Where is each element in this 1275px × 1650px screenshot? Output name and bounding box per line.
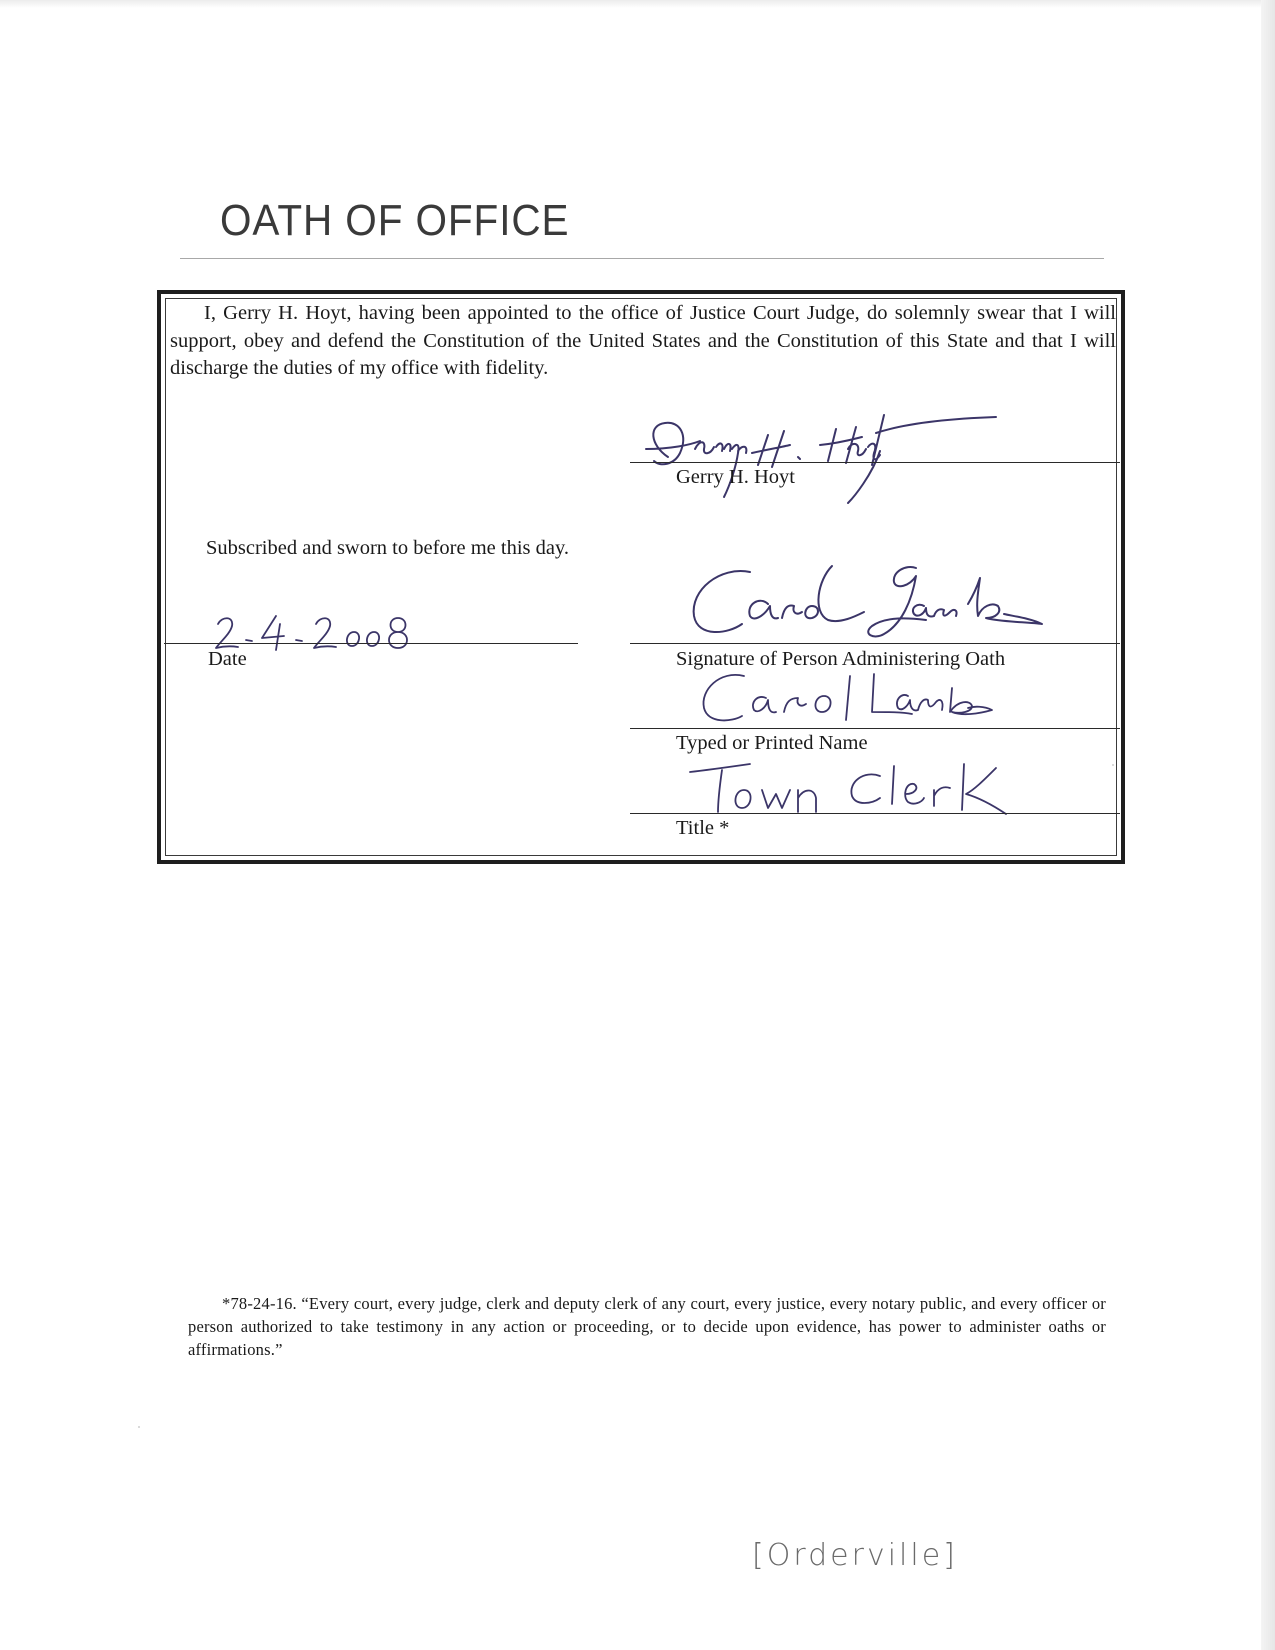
- document-title: OATH OF OFFICE: [220, 196, 570, 245]
- affiant-printed-name: Gerry H. Hoyt: [676, 466, 795, 488]
- administrator-signature-line: [630, 643, 1120, 644]
- title-line: [630, 813, 1120, 814]
- scan-speck: [138, 1426, 140, 1428]
- administrator-handwritten-title: [684, 760, 1024, 818]
- administrator-signature-label: Signature of Person Administering Oath: [676, 648, 1006, 670]
- date-line: [164, 643, 578, 644]
- administrator-signature: [680, 560, 1080, 650]
- affiant-signature: [640, 405, 1010, 505]
- statute-footnote: *78-24-16. “Every court, every judge, clerk and deputy clerk of any court, every justice, every notary public, and every officer or person authorized to take testimony in any action or proceeding, or to decide upon evidence, has power to administer oaths or affirmations.”: [188, 1294, 1106, 1359]
- scan-edge-top: [0, 0, 1275, 8]
- administrator-handwritten-name: [696, 668, 1016, 728]
- oath-statement: I, Gerry H. Hoyt, having been appointed to the office of Justice Court Judge, do solemnly swear that I will support, obey and defend the Constitution of the United States and the Constitution of this State and that I will discharge the duties of my office with fidelity.: [170, 302, 1116, 379]
- title-label: Title *: [676, 817, 730, 839]
- printed-name-line: [630, 728, 1120, 729]
- jurat-statement: Subscribed and sworn to before me this day.: [206, 537, 570, 559]
- affiant-signature-line: [630, 462, 1120, 463]
- location-annotation: [Orderville]: [752, 1538, 958, 1573]
- scan-speck: [1112, 764, 1114, 766]
- scan-edge-right: [1261, 0, 1275, 1650]
- date-label: Date: [208, 648, 247, 670]
- printed-name-label: Typed or Printed Name: [676, 732, 868, 754]
- title-divider: [180, 258, 1104, 259]
